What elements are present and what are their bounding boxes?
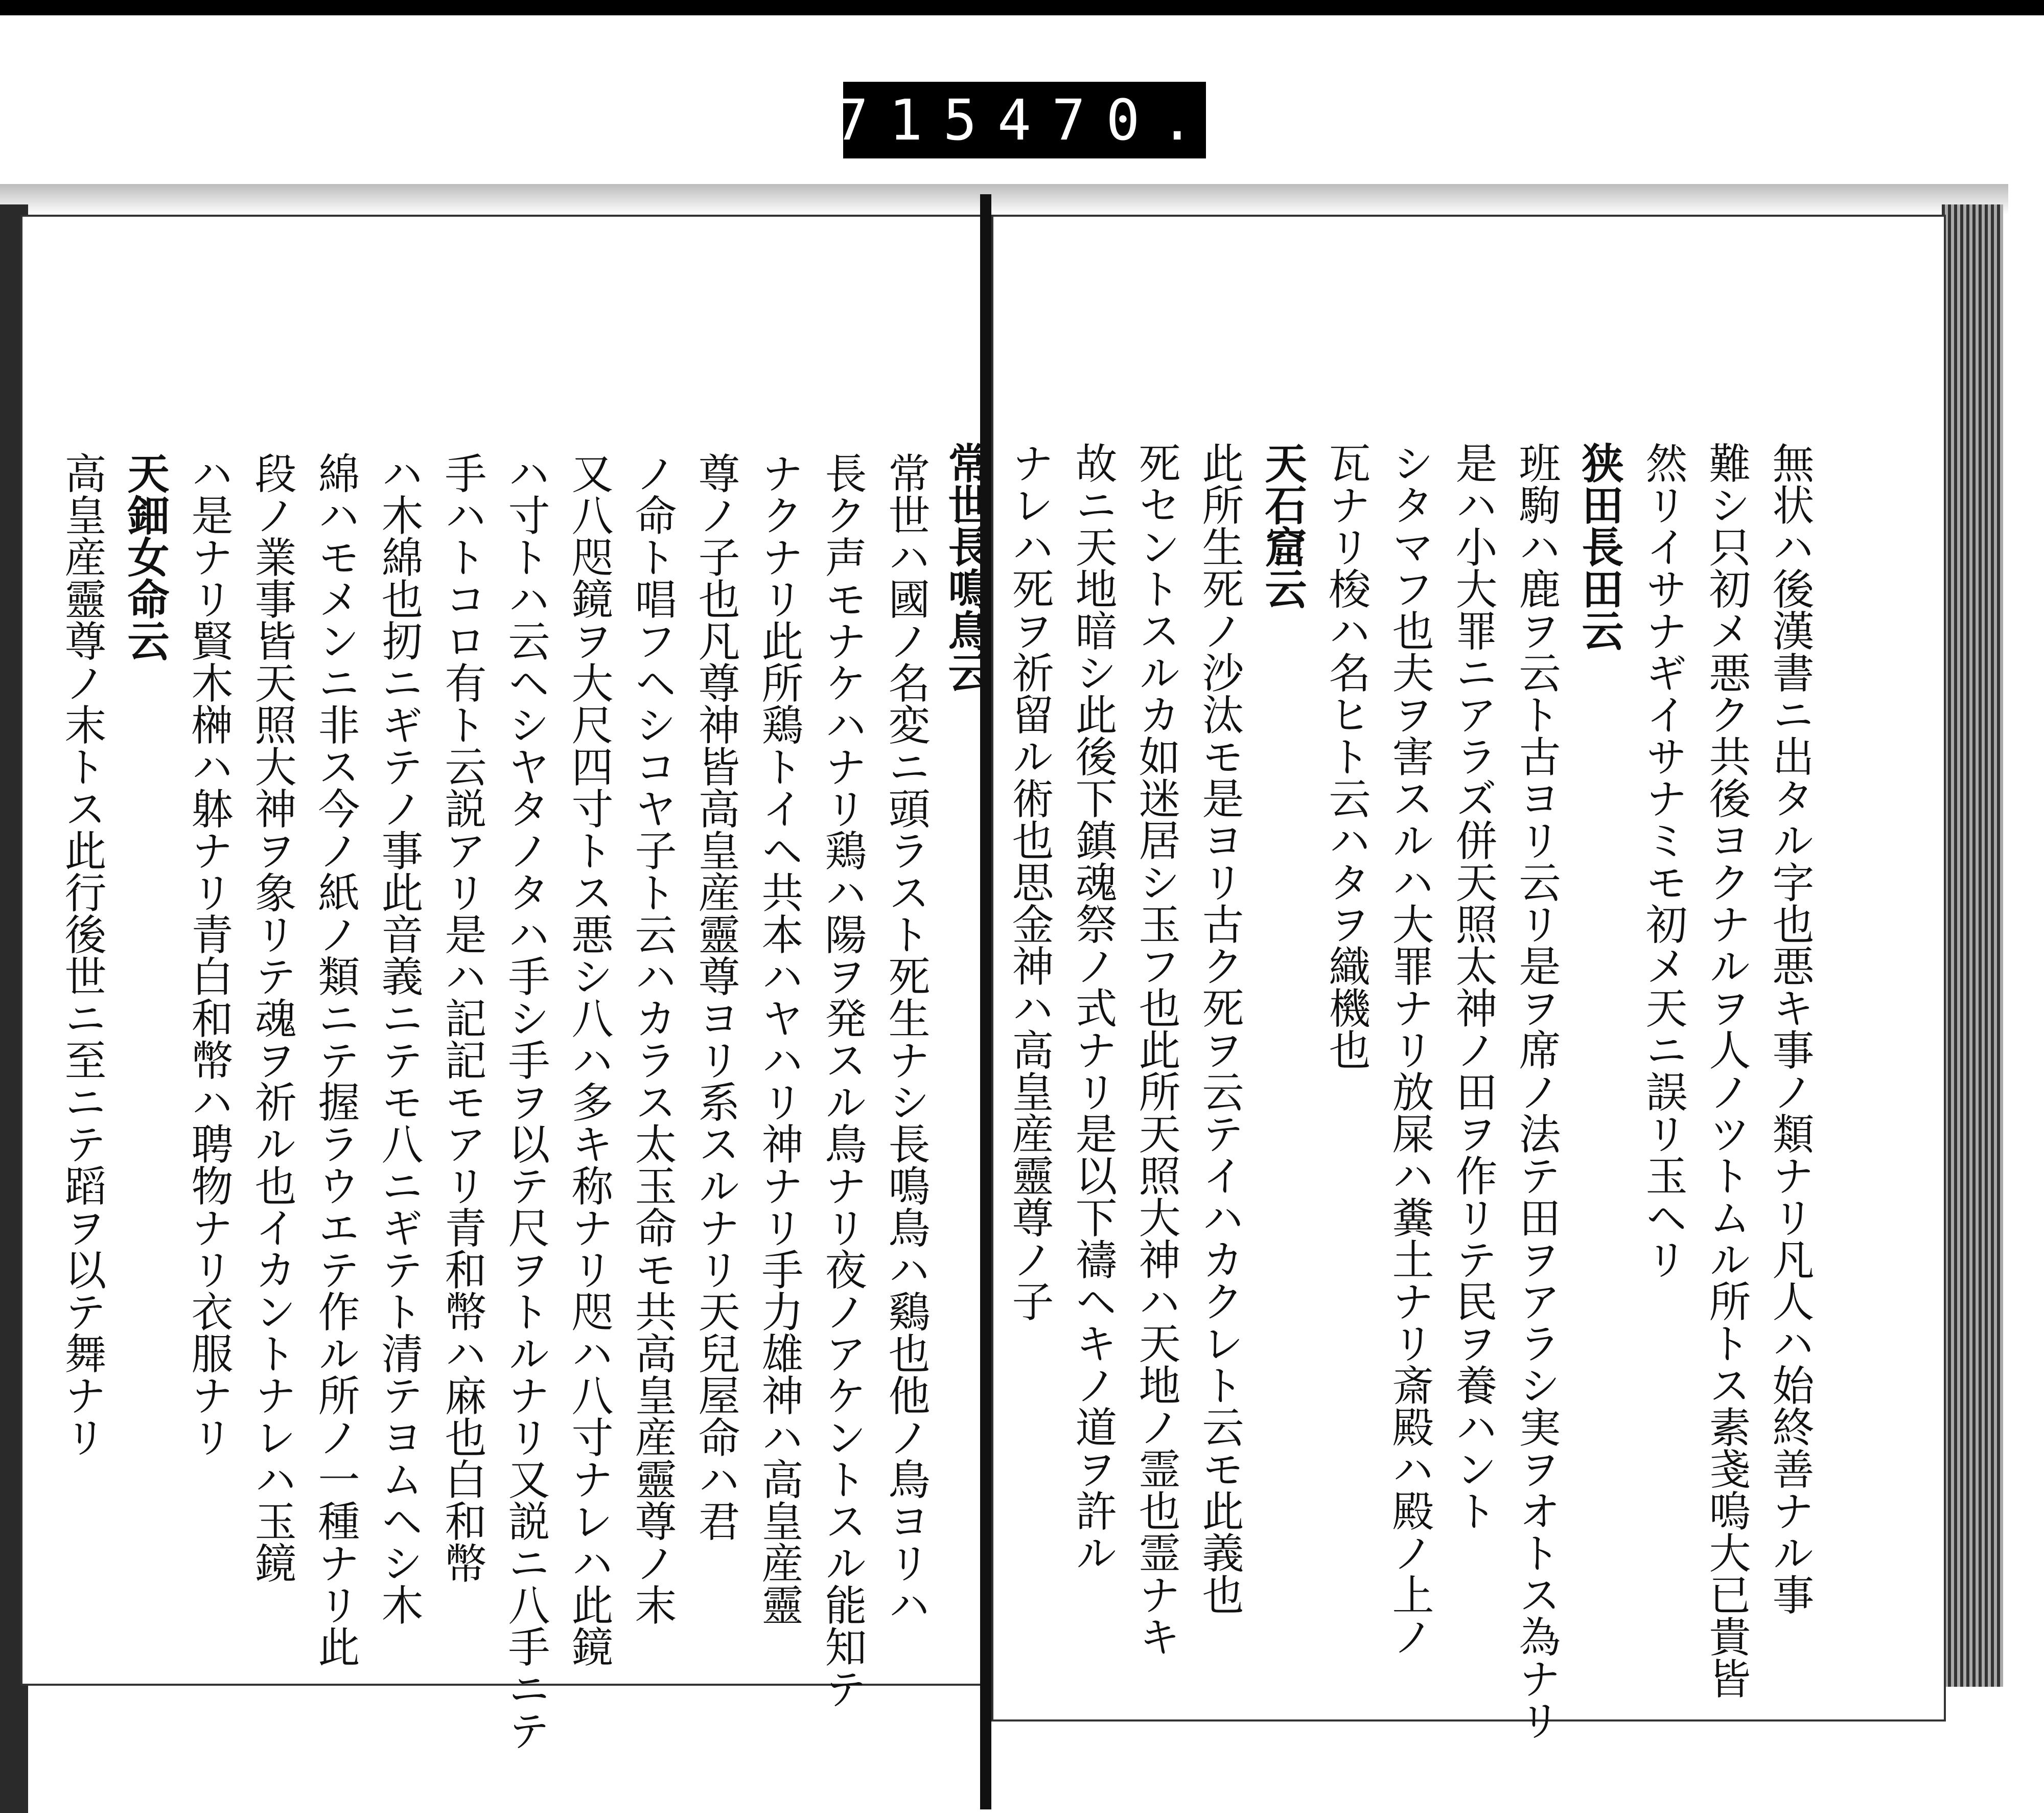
text-column: 此所生死ノ沙汰モ是ヨリ古ク死ヲ云テイハカクレト云モ此義也: [1195, 442, 1244, 1615]
text-column: 綿ハモメンニ非ス今ノ紙ノ類ニテ握ラウエテ作ル所ノ一種ナリ此: [311, 452, 360, 1667]
text-column: 故ニ天地暗シ此後下鎮魂祭ノ式ナリ是以下禱ヘキノ道ヲ許ル: [1069, 442, 1117, 1573]
book-top-edge: [0, 184, 2008, 215]
text-column: 班駒ハ鹿ヲ云ト古ヨリ云リ是ヲ席ノ法テ田ヲアラシ実ヲオトス為ナリ: [1512, 442, 1561, 1741]
top-border: [0, 0, 2044, 15]
text-column: 難シ只初メ悪ク共後ヨクナルヲ人ノツトムル所トス素戔嗚大已貴皆: [1702, 442, 1751, 1699]
text-column: ノ命ト唱フヘシコヤ子ト云ハカラス太玉命モ共高皇産靈尊ノ末: [628, 452, 677, 1625]
text-column: 段ノ業事皆天照大神ヲ象リテ魂ヲ祈ル也イカントナレハ玉鏡: [248, 452, 296, 1583]
text-column: 常世ハ國ノ名変ニ頭ラスト死生ナシ長鳴鳥ハ鷄也他ノ鳥ヨリハ: [881, 452, 930, 1625]
call-number-left: 715: [834, 87, 997, 153]
left-page-text: [50, 452, 937, 1751]
text-column: シタマフ也夫ヲ害スルハ大罪ナリ放屎ハ糞土ナリ斎殿ハ殿ノ上ノ: [1385, 442, 1434, 1657]
page-stack-edge: [1942, 204, 2003, 1687]
call-number-right: 470.: [997, 87, 1215, 153]
section-heading: 常世長鳴鳥云: [941, 442, 990, 693]
text-column: ナレハ死ヲ祈留ル術也思金神ハ高皇産靈尊ノ子: [1005, 442, 1054, 1322]
text-column: ハ寸トハ云ヘシヤタノタハ手シ手ヲ以テ尺ヲトルナリ又説ニ八手ニテ: [501, 452, 550, 1751]
text-column: 然リイサナギイサナミモ初メ天ニ誤リ玉ヘリ: [1639, 442, 1687, 1280]
text-column: ハ是ナリ賢木榊ハ躰ナリ青白和幣ハ聘物ナリ衣服ナリ: [184, 452, 233, 1458]
text-column: ナクナリ此所鶏トイヘ共本ハヤハリ神ナリ手力雄神ハ高皇産靈: [755, 452, 803, 1625]
text-column: 尊ノ子也凡尊神皆高皇産靈尊ヨリ系スルナリ天兒屋命ハ君: [691, 452, 740, 1542]
text-column: 瓦ナリ梭ハ名ヒト云ハタヲ織機也: [1322, 442, 1371, 1070]
text-column: 高皇産靈尊ノ末トス此行後世ニ至ニテ蹈ヲ以テ舞ナリ: [58, 452, 106, 1458]
text-column: 又八咫鏡ヲ大尺四寸トス悪シ八ハ多キ称ナリ咫ハ八寸ナレハ此鏡: [565, 452, 613, 1667]
section-heading: 天石窟云: [1258, 442, 1307, 609]
right-page: [941, 215, 1946, 1741]
text-column: 是ハ小大罪ニアラズ併天照太神ノ田ヲ作リテ民ヲ養ハント: [1449, 442, 1497, 1531]
call-number-label: [834, 82, 1215, 158]
section-heading: 天鈿女命云: [121, 452, 170, 661]
text-column: 死セントスルカ如迷居シ玉フ也此所天照大神ハ天地ノ霊也霊ナキ: [1132, 442, 1180, 1657]
right-page-text: [934, 442, 1821, 1741]
left-page: [20, 215, 985, 1751]
text-column: 長ク声モナケハナリ鶏ハ陽ヲ発スル鳥ナリ夜ノアケントスル能知テ: [818, 452, 867, 1709]
text-column: 手ハトコロ有ト云説アリ是ハ記記モアリ青和幣ハ麻也白和幣: [438, 452, 486, 1583]
text-column: 無状ハ後漢書ニ出タル字也悪キ事ノ類ナリ凡人ハ始終善ナル事: [1766, 442, 1814, 1615]
section-heading: 狭田長田云: [1575, 442, 1624, 651]
text-column: ハ木綿也扨ニギテノ事此音義ニテモ八ニギテト清テヨムヘシ木: [375, 452, 423, 1625]
